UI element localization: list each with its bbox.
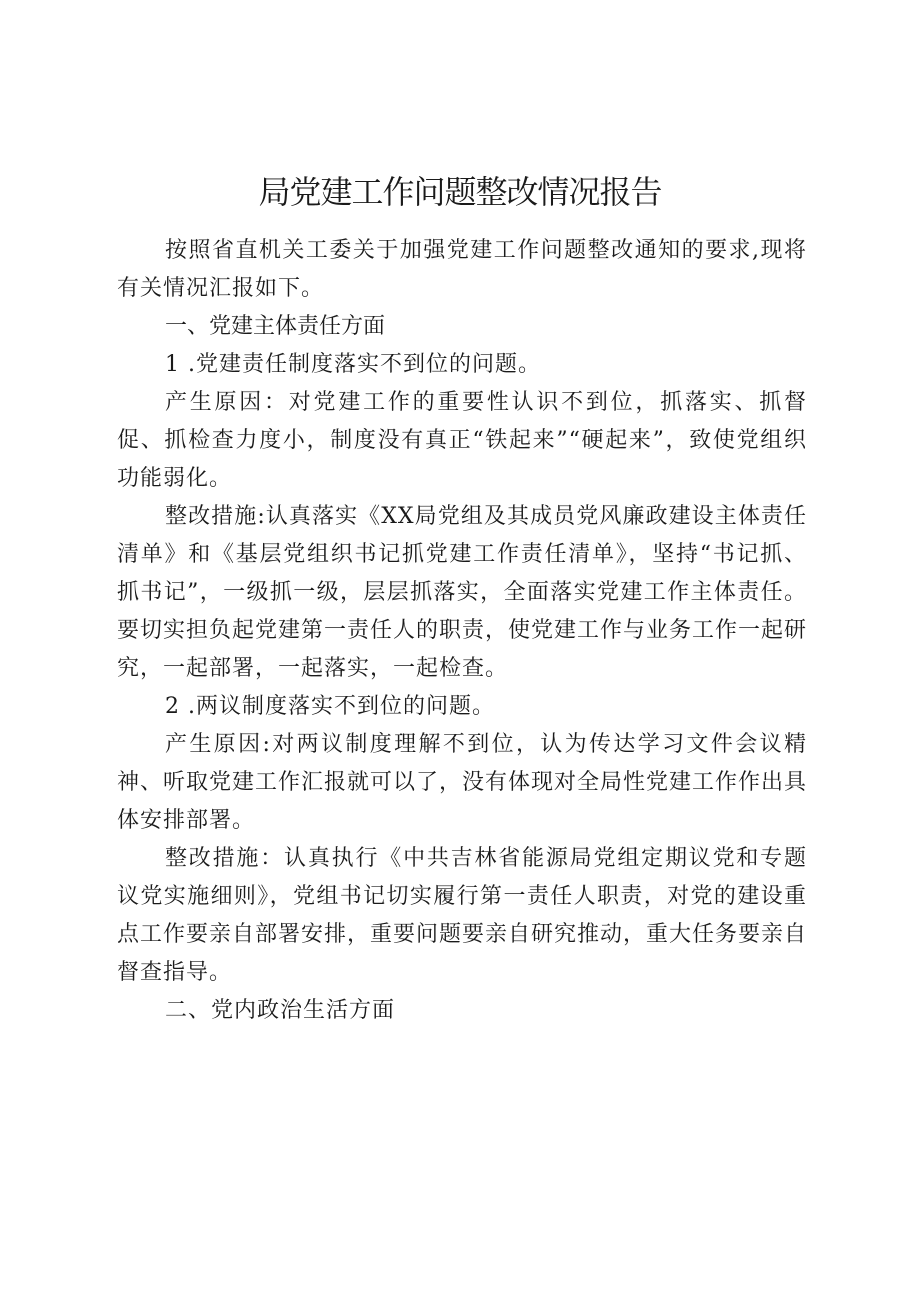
cause-paragraph-1: 产生原因：对党建工作的重要性认识不到位，抓落实、抓督促、抓检查力度小，制度没有真正“铁起来”“硬起来”，致使党组织功能弱化。 — [117, 390, 807, 491]
document-title: 局党建工作问题整改情况报告 — [258, 173, 662, 211]
measure-paragraph-2: 整改措施：认真执行《中共吉林省能源局党组定期议党和专题议党实施细则》，党组书记切实履行第一责任人职责，对党的建设重点工作要亲自部署安排，重要问题要亲自研究推动，重大任务要亲自督查指导。 — [117, 846, 808, 985]
section-heading-2: 二、党内政治生活方面 — [165, 998, 396, 1023]
measure-paragraph-1: 整改措施:认真落实《XX局党组及其成员党风廉政建设主体责任清单》和《基层党组织书记抓党建工作责任清单》，坚持“书记抓、抓书记”，一级抓一级，层层抓落实，全面落实党建工作主体责任。要切实担负起党建第一责任人的职责，使党建工作与业务工作一起研究，一起部署，一起落实，一起检查。 — [117, 504, 808, 681]
cause-paragraph-2: 产生原因:对两议制度理解不到位，认为传达学习文件会议精神、听取党建工作汇报就可以了，没有体现对全局性党建工作作出具体安排部署。 — [117, 732, 808, 833]
intro-paragraph: 按照省直机关工委关于加强党建工作问题整改通知的要求,现将有关情况汇报如下。 — [117, 238, 807, 301]
issue-heading-1: 1 .党建责任制度落实不到位的问题。 — [165, 352, 541, 377]
section-heading-1: 一、党建主体责任方面 — [165, 314, 386, 339]
issue-heading-2: 2 .两议制度落实不到位的问题。 — [165, 694, 495, 719]
document-body — [117, 232, 807, 1030]
